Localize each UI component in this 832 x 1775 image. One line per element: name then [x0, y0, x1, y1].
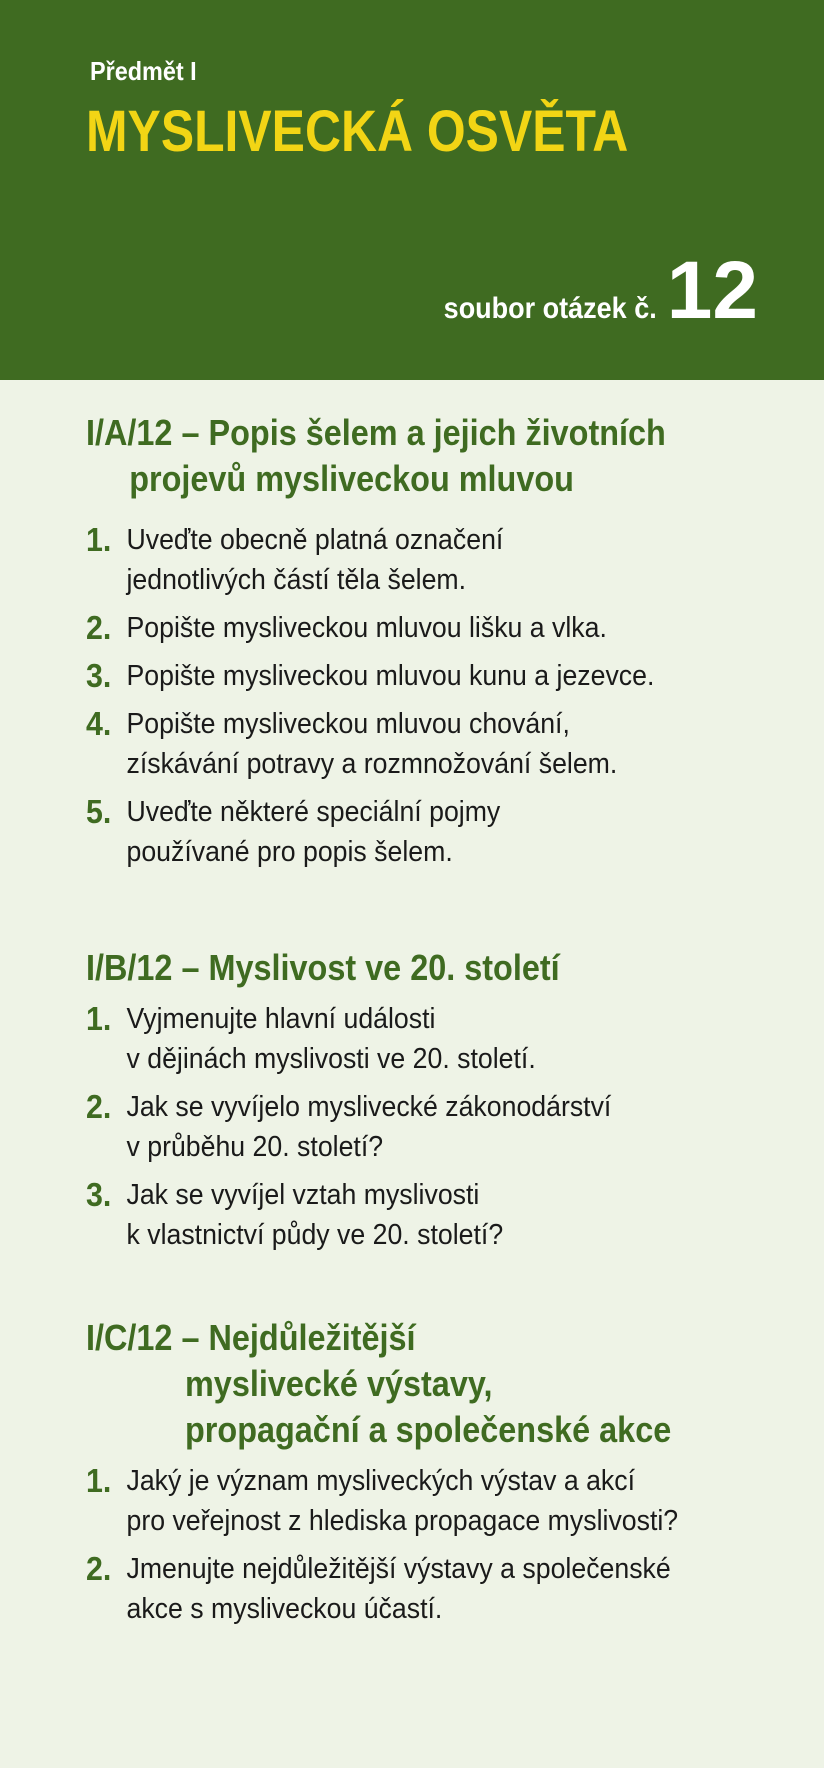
section-dash: – [181, 1317, 200, 1358]
question [86, 704, 826, 784]
section-code: I/B/12 [86, 947, 173, 988]
section-title-line: projevů mysliveckou mluvou [129, 458, 574, 499]
section-dash: – [181, 412, 200, 453]
question-text: k vlastnictví půdy ve 20. století? [126, 1219, 504, 1251]
question [86, 999, 826, 1079]
question [86, 656, 826, 696]
question [86, 1175, 826, 1255]
subject-label: Předmět I [90, 56, 197, 86]
question-set-label: soubor otázek č. [443, 292, 657, 325]
header-band [0, 0, 824, 380]
section-heading [86, 410, 734, 502]
question-text: akce s mysliveckou účastí. [126, 1593, 443, 1625]
question [86, 792, 826, 872]
question-number: 2. [86, 1088, 112, 1125]
question-number: 5. [86, 793, 112, 830]
question-text: Popište mysliveckou mluvou kunu a jezevce. [126, 660, 655, 692]
section-heading [86, 945, 734, 991]
question-text: Jak se vyvíjel vztah myslivosti [126, 1179, 480, 1211]
question-text: v průběhu 20. století? [126, 1131, 384, 1163]
section-title-line: Myslivost ve 20. století [208, 947, 560, 988]
question-text: Uveďte obecně platná označení [126, 524, 504, 556]
question-number: 1. [86, 521, 112, 558]
question [86, 608, 826, 648]
question-number: 3. [86, 657, 112, 694]
question-number: 2. [86, 609, 112, 646]
question [86, 1549, 826, 1629]
question-number: 2. [86, 1550, 112, 1587]
question-number: 3. [86, 1176, 112, 1213]
question-number: 1. [86, 1462, 112, 1499]
subject-title: MYSLIVECKÁ OSVĚTA [86, 99, 629, 164]
section-title-line: myslivecké výstavy, [185, 1363, 493, 1404]
question-set [420, 245, 758, 336]
section-code: I/A/12 [86, 412, 173, 453]
question-text: Jmenujte nejdůležitější výstavy a společenské [126, 1553, 671, 1585]
question [86, 1087, 826, 1167]
section-title-line: Nejdůležitější [208, 1317, 416, 1358]
question-number: 4. [86, 705, 112, 742]
question-text: Jak se vyvíjelo myslivecké zákonodárství [126, 1091, 612, 1123]
question-text: používané pro popis šelem. [126, 836, 453, 868]
question-text: pro veřejnost z hlediska propagace myslivosti? [126, 1505, 679, 1537]
question-text: jednotlivých částí těla šelem. [126, 564, 467, 596]
question-number: 1. [86, 1000, 112, 1037]
question-text: Vyjmenujte hlavní události [126, 1003, 436, 1035]
section-c [86, 1315, 806, 1629]
section-b [86, 945, 806, 1255]
question-set-number: 12 [666, 245, 758, 336]
question-text: Jaký je význam mysliveckých výstav a akcí [126, 1465, 636, 1497]
section-a [86, 410, 806, 872]
section-code: I/C/12 [86, 1317, 173, 1358]
question-text: Popište mysliveckou mluvou lišku a vlka. [126, 612, 607, 644]
section-title-line: propagační a společenské akce [185, 1409, 672, 1450]
question-text: získávání potravy a rozmnožování šelem. [126, 748, 618, 780]
question-text: Uveďte některé speciální pojmy [126, 796, 501, 828]
section-title-line: Popis šelem a jejich životních [208, 412, 666, 453]
question [86, 1461, 826, 1541]
section-dash: – [181, 947, 200, 988]
question-text: v dějinách myslivosti ve 20. století. [126, 1043, 536, 1075]
question-text: Popište mysliveckou mluvou chování, [126, 708, 570, 740]
section-heading [86, 1315, 734, 1453]
question [86, 520, 826, 600]
